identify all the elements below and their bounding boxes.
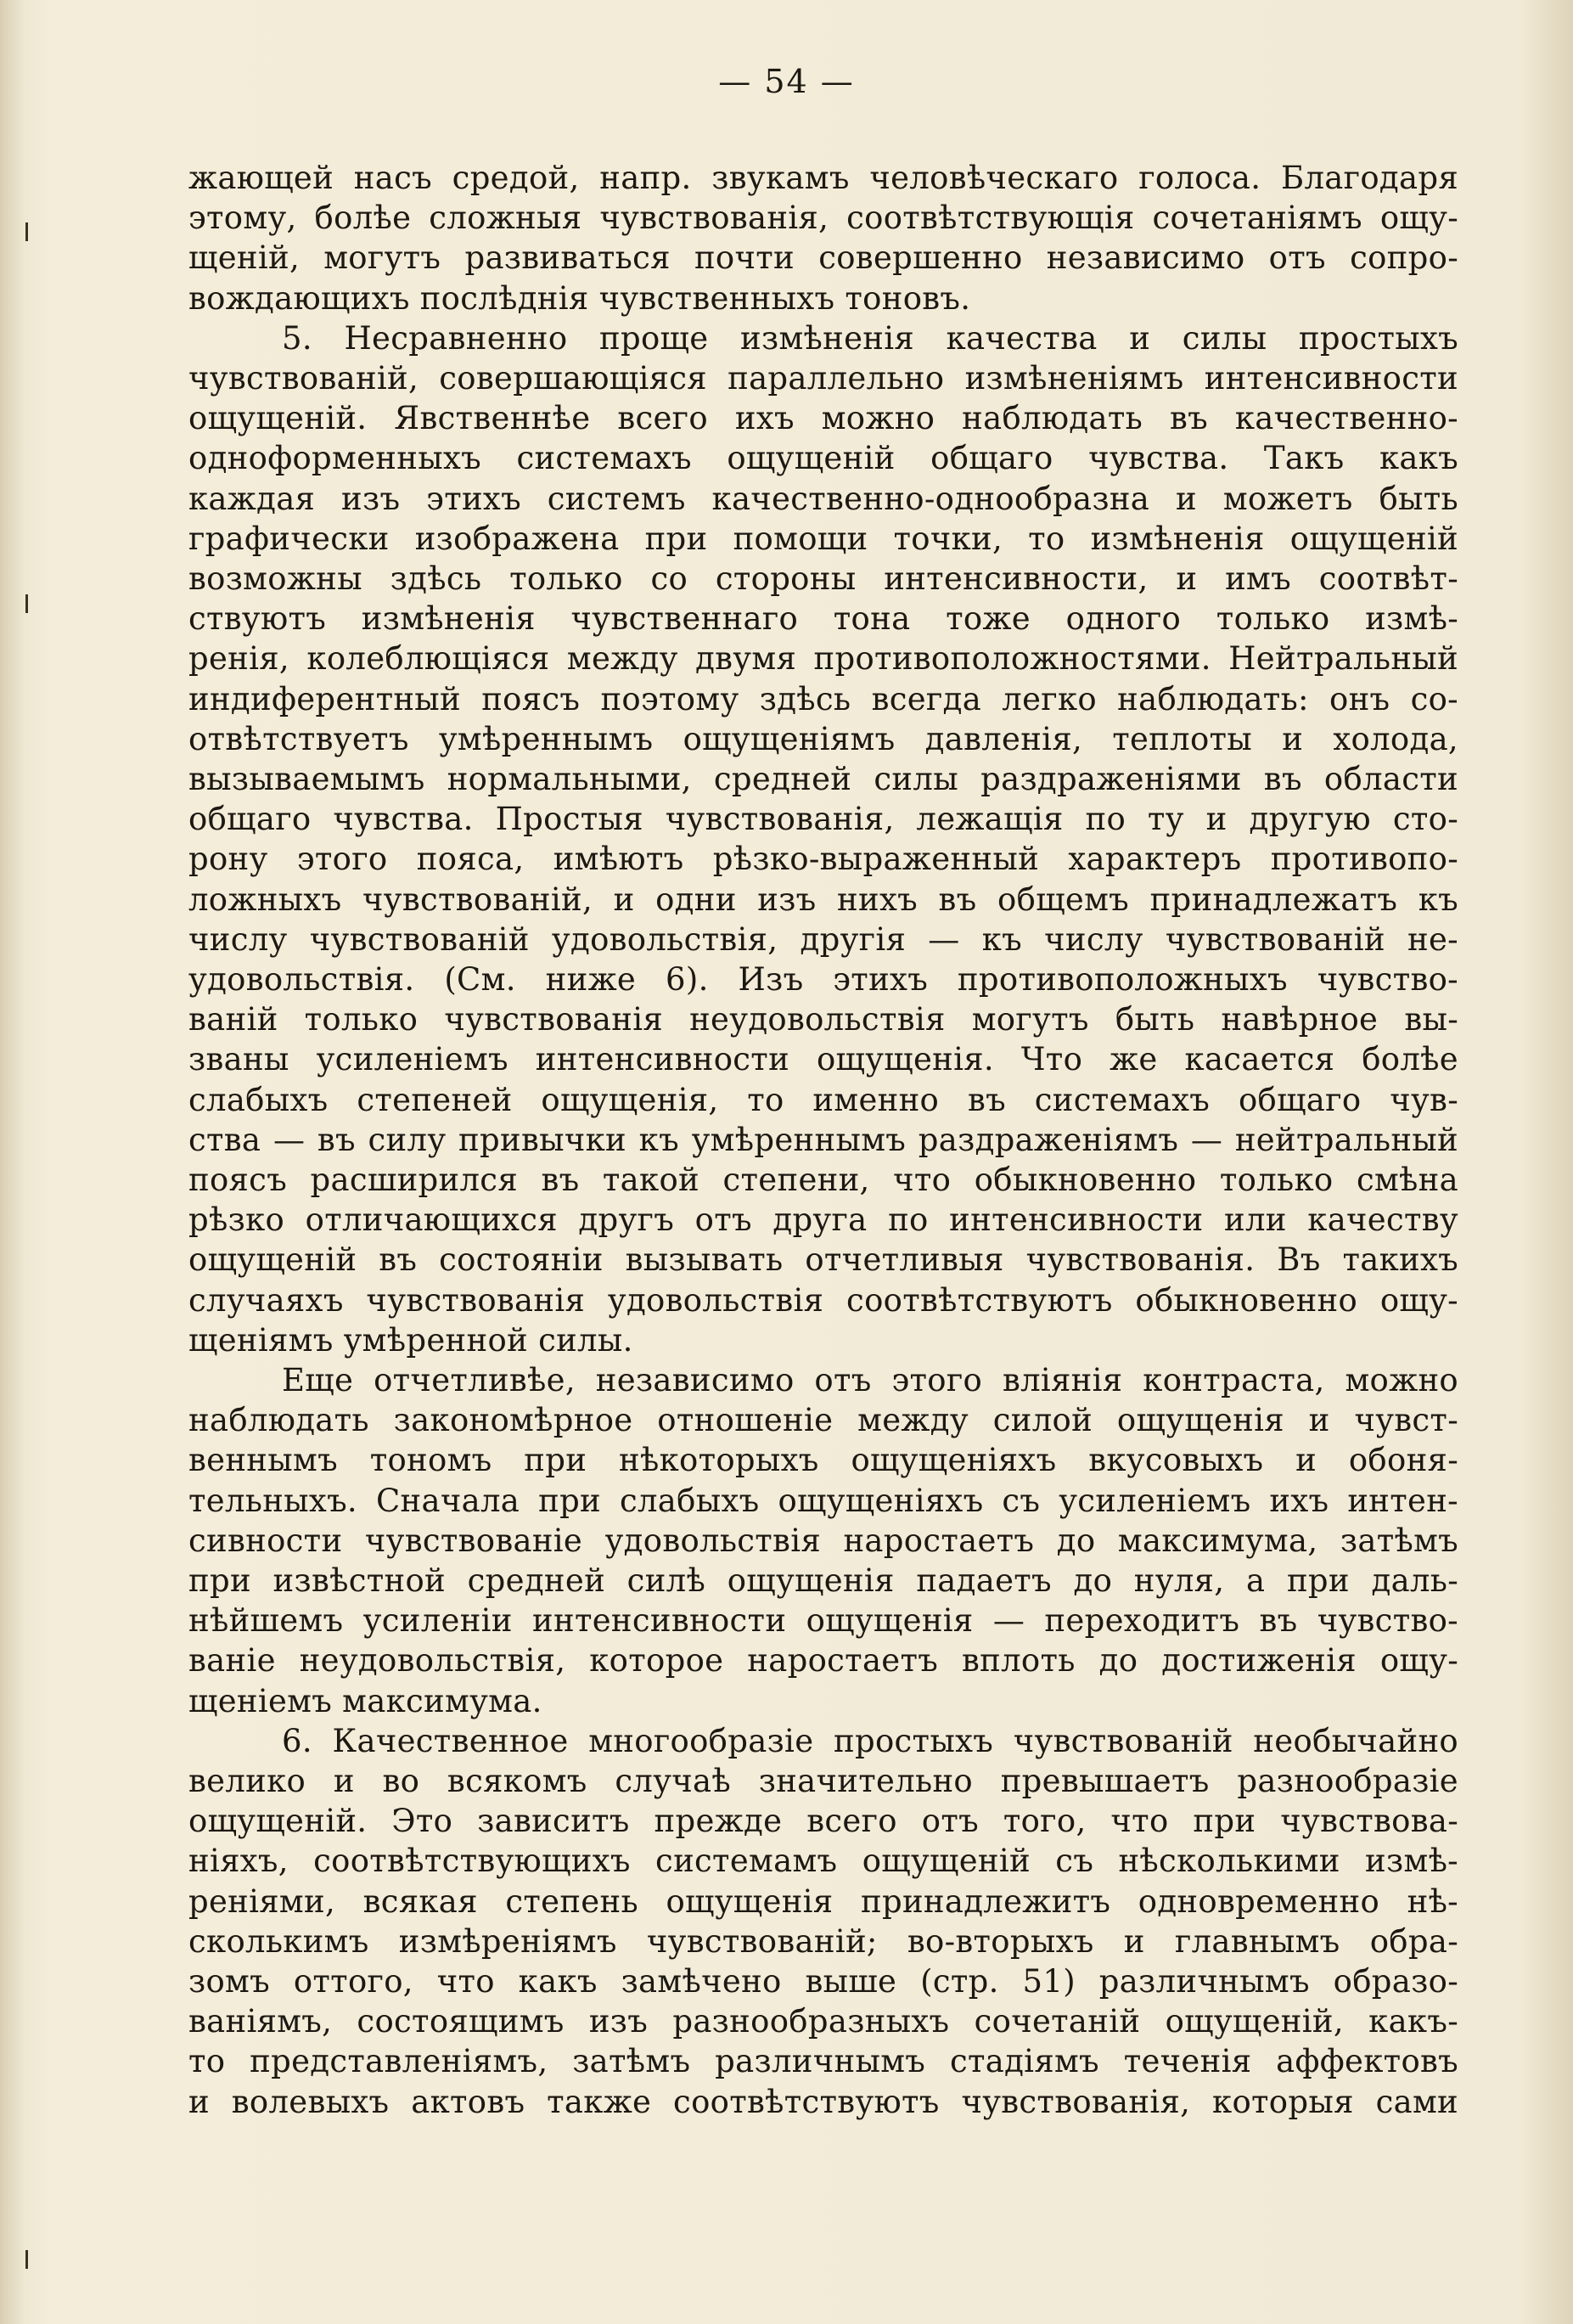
margin-mark: [25, 594, 28, 613]
text-line: ощущеній въ состояніи вызывать отчетливыя чувствованія. Въ такихъ: [188, 1241, 1458, 1278]
text-line: графически изображена при помощи точки, то измѣненія ощущеній: [188, 521, 1458, 557]
text-line: веннымъ тономъ при нѣкоторыхъ ощущеніяхъ вкусовыхъ и обоня-: [188, 1442, 1458, 1478]
text-line: ощущеній. Явственнѣе всего ихъ можно наблюдать въ качественно-: [188, 400, 1458, 436]
text-line: ніяхъ, соотвѣтствующихъ системамъ ощущеній съ нѣсколькими измѣ-: [188, 1843, 1458, 1879]
text-line: Еще отчетливѣе, независимо отъ этого вліянія контраста, можно: [282, 1362, 1458, 1398]
text-line: и волевыхъ актовъ также соотвѣтствуютъ чувствованія, которыя сами: [188, 2084, 1458, 2120]
text-line: этому, болѣе сложныя чувствованія, соотвѣтствующія сочетаніямъ ощу-: [188, 200, 1458, 236]
text-line: возможны здѣсь только со стороны интенсивности, и имъ соотвѣт-: [188, 560, 1458, 597]
text-line: ренія, колеблющіяся между двумя противоположностями. Нейтральный: [188, 640, 1458, 677]
text-line: поясъ расширился въ такой степени, что обыкновенно только смѣна: [188, 1162, 1458, 1198]
margin-mark: [25, 222, 28, 241]
text-line: нѣйшемъ усиленіи интенсивности ощущенія — переходитъ въ чувство-: [188, 1602, 1458, 1639]
text-line: сколькимъ измѣреніямъ чувствованій; во-вторыхъ и главнымъ обра-: [188, 1923, 1458, 1960]
text-line: тельныхъ. Сначала при слабыхъ ощущеніяхъ съ усиленіемъ ихъ интен-: [188, 1483, 1458, 1519]
text-line: ваніе неудовольствія, которое наростаетъ вплоть до достиженія ощу-: [188, 1642, 1458, 1679]
text-line: то представленіямъ, затѣмъ различнымъ стадіямъ теченія аффектовъ: [188, 2043, 1458, 2079]
text-line: сивности чувствованіе удовольствія наростаетъ до максимума, затѣмъ: [188, 1522, 1458, 1559]
text-line: каждая изъ этихъ системъ качественно-однообразна и можетъ быть: [188, 481, 1458, 517]
text-line: случаяхъ чувствованія удовольствія соотвѣтствуютъ обыкновенно ощу-: [188, 1282, 1458, 1319]
text-line: вождающихъ послѣднія чувственныхъ тоновъ.: [188, 280, 971, 317]
text-line: щеніямъ умѣренной силы.: [188, 1322, 633, 1359]
text-line: званы усиленіемъ интенсивности ощущенія. Что же касается болѣе: [188, 1041, 1458, 1078]
text-line: щеній, могутъ развиваться почти совершенно независимо отъ сопро-: [188, 239, 1458, 276]
text-line: ложныхъ чувствованій, и одни изъ нихъ въ общемъ принадлежатъ къ: [188, 881, 1458, 918]
text-line: вызываемымъ нормальными, средней силы раздраженіями въ области: [188, 761, 1458, 797]
text-line: ства — въ силу привычки къ умѣреннымъ раздраженіямъ — нейтральный: [188, 1122, 1458, 1158]
text-line: чувствованій, совершающіяся параллельно измѣненіямъ интенсивности: [188, 360, 1458, 397]
text-line: удовольствія. (См. ниже 6). Изъ этихъ противоположныхъ чувство-: [188, 961, 1458, 998]
text-line: наблюдать закономѣрное отношеніе между силой ощущенія и чувст-: [188, 1402, 1458, 1438]
text-line: при извѣстной средней силѣ ощущенія падаетъ до нуля, а при даль-: [188, 1562, 1458, 1599]
text-line: общаго чувства. Простыя чувствованія, лежащія по ту и другую сто-: [188, 801, 1458, 837]
text-line: индиферентный поясъ поэтому здѣсь всегда легко наблюдать: онъ со-: [188, 681, 1458, 717]
page-number: — 54 —: [718, 63, 855, 100]
text-line: 6. Качественное многообразіе простыхъ чувствованій необычайно: [282, 1723, 1458, 1759]
text-line: 5. Несравненно проще измѣненія качества и силы простыхъ: [282, 320, 1458, 357]
text-line: щеніемъ максимума.: [188, 1683, 542, 1719]
text-line: рѣзко отличающихся другъ отъ друга по интенсивности или качеству: [188, 1201, 1458, 1238]
text-line: ствуютъ измѣненія чувственнаго тона тоже одного только измѣ-: [188, 600, 1458, 637]
text-line: числу чувствованій удовольствія, другія — къ числу чувствованій не-: [188, 921, 1458, 958]
text-line: отвѣтствуетъ умѣреннымъ ощущеніямъ давленія, теплоты и холода,: [188, 721, 1458, 757]
text-line: слабыхъ степеней ощущенія, то именно въ системахъ общаго чув-: [188, 1082, 1458, 1118]
text-line: ощущеній. Это зависитъ прежде всего отъ того, что при чувствова-: [188, 1803, 1458, 1839]
text-line: зомъ оттого, что какъ замѣчено выше (стр. 51) различнымъ образо-: [188, 1963, 1458, 2000]
text-line: велико и во всякомъ случаѣ значительно превышаетъ разнообразіе: [188, 1763, 1458, 1799]
margin-mark: [25, 2250, 28, 2269]
text-line: жающей насъ средой, напр. звукамъ человѣческаго голоса. Благодаря: [188, 160, 1458, 196]
text-line: реніями, всякая степень ощущенія принадлежитъ одновременно нѣ-: [188, 1883, 1458, 1920]
text-line: ваній только чувствованія неудовольствія могутъ быть навѣрное вы-: [188, 1001, 1458, 1038]
text-line: рону этого пояса, имѣютъ рѣзко-выраженный характеръ противопо-: [188, 841, 1458, 877]
text-line: ваніямъ, состоящимъ изъ разнообразныхъ сочетаній ощущеній, какъ-: [188, 2003, 1458, 2040]
text-line: одноформенныхъ системахъ ощущеній общаго чувства. Такъ какъ: [188, 440, 1458, 476]
